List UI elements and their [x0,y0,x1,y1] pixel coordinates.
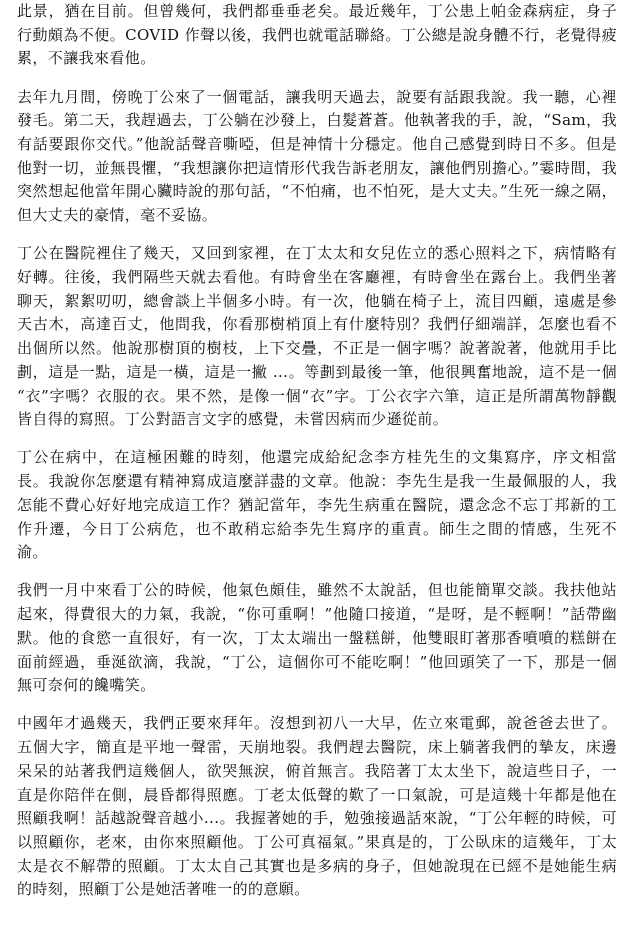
paragraph-phone-call: 去年九月間，傍晚丁公來了一個電話，讓我明天過去，說要有話跟我說。我一聽，心裡發毛。第二天，我趕過去，丁公躺在沙發上，白髮蒼蒼。他執著我的手，說，“Sam，我有話要跟你交代。”他說話聲音嘶啞，但是神情十分穩定。他自己感覺到時日不多。但是他對一切，並無畏懼，“我想讓你把這情形代我告訴老朋友，讓他們別擔心。”霎時間，我突然想起他當年開心臟時說的那句話，“不怕痛，也不怕死，是大丈夫。”生死一線之隔，但大丈夫的豪情，毫不妥協。 [17,87,617,225]
paragraph-tree-character: 丁公在醫院裡住了幾天，又回到家裡，在丁太太和女兒佐立的悉心照料之下，病情略有好轉。往後，我們隔些天就去看他。有時會坐在客廳裡，有時會坐在露台上。我們坐著聊天，絮絮叨叨，總會談上半個多小時。有一次，他躺在椅子上，流目四顧，遠處是參天古木，高達百丈，他問我，你看那樹梢頂上有什麼特別？我們仔細端詳，怎麼也看不出個所以然。他說那樹頂的樹枝，上下交疊，不正是一個字嗎？說著說著，他就用手比劃，這是一點，這是一橫，這是一撇 ...。等劃到最後一筆，他很興奮地說，這不是一個 “衣”字嗎？衣服的衣。果不然，是像一個“衣”字。丁公衣字六筆，這正是所謂萬物靜觀皆自得的寫照。丁公對語言文字的感覺，未嘗因病而少遜從前。 [17,244,617,429]
paragraph-passing: 中國年才過幾天，我們正要來拜年。沒想到初八一大早，佐立來電郵，說爸爸去世了。五個大字，簡直是平地一聲雷，天崩地裂。我們趕去醫院，床上躺著我們的摯友，床邊呆呆的站著我們這幾個人，欲哭無淚，俯首無言。我陪著丁太太坐下，說這些日子，一直是你陪伴在側，晨昏都得照應。丁老太低聲的歎了一口氣說，可是這幾十年都是他在照顧我啊！話越說聲音越小...。我握著她的手，勉強接過話來說，“丁公年輕的時候，可以照顧你，老來，由你來照顧他。丁公可真福氣。”果真是的，丁公臥床的這幾年，丁太太是衣不解帶的照顧。丁太太自己其實也是多病的身子，但她說現在已經不是她能生病的時刻，照顧丁公是她活著唯一的的意願。 [17,714,617,899]
paragraph-opening: 此景，猶在目前。但曾幾何，我們都垂垂老矣。最近幾年，丁公患上帕金森病症，身子行動頗為不便。COVID 作聲以後，我們也就電話聯絡。丁公總是說身體不行，老覺得疲累，不讓我來看他。 [17,2,617,68]
paragraph-january-visit: 我們一月中來看丁公的時候，他氣色頗佳，雖然不太說話，但也能簡單交談。我扶他站起來，得費很大的力氣，我說，“你可重啊！”他隨口接道，“是呀，是不輕啊！”話帶幽默。他的食慾一直很好，有一次，丁太太端出一盤糕餅，他雙眼盯著那香噴噴的糕餅在面前經過，垂涎欲滴，我說，“丁公，這個你可不能吃啊！”他回頭笑了一下，那是一個無可奈何的饞嘴笑。 [17,581,617,695]
paragraph-preface: 丁公在病中，在這極困難的時刻，他還完成給紀念李方桂先生的文集寫序，序文相當長。我說你怎麼還有精神寫成這麼詳盡的文章。他說：李先生是我一生最佩服的人，我怎能不費心好好地完成這工作？猶記當年，李先生病重在醫院，還念念不忘丁邦新的工作升遷，今日丁公病危，也不敢稍忘給李先生寫序的重責。師生之間的情感，生死不渝。 [17,448,617,562]
